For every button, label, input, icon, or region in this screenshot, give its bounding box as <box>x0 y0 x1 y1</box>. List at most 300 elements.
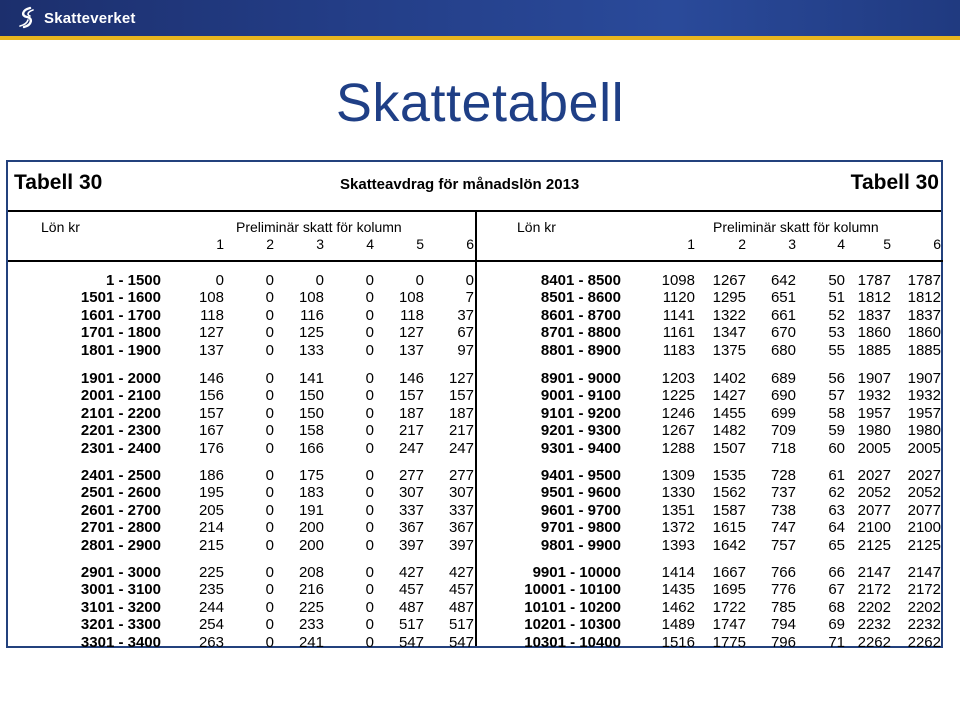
tax-cell: 233 <box>298 616 324 634</box>
tax-cell: 2262 <box>907 633 941 651</box>
tax-cell: 175 <box>298 467 324 484</box>
table-row <box>8 422 475 439</box>
tax-cell: 167 <box>198 422 224 440</box>
table-row <box>477 634 942 651</box>
tax-cell: 51 <box>828 289 845 307</box>
tax-cell: 1462 <box>661 598 695 616</box>
tax-cell: 1837 <box>857 306 891 324</box>
income-range: 2501 - 2600 <box>80 484 161 502</box>
tax-cell: 1267 <box>661 422 695 440</box>
tax-cell: 186 <box>198 467 224 484</box>
income-range: 3001 - 3100 <box>80 581 161 599</box>
tax-cell: 217 <box>448 422 474 440</box>
tax-cell: 1330 <box>661 484 695 502</box>
column-number: 2 <box>738 236 746 252</box>
income-range: 1901 - 2000 <box>80 370 161 387</box>
table-row <box>8 564 475 581</box>
table-row <box>8 387 475 404</box>
table-row <box>8 581 475 598</box>
tax-cell: 1351 <box>661 501 695 519</box>
tax-cell: 2005 <box>857 439 891 457</box>
tax-cell: 37 <box>457 306 474 324</box>
income-range: 3101 - 3200 <box>80 598 161 616</box>
tax-cell: 0 <box>265 341 274 359</box>
tax-cell: 0 <box>265 439 274 457</box>
table-half-left <box>8 212 475 651</box>
tax-cell: 200 <box>298 536 324 554</box>
table-header <box>8 162 941 210</box>
tax-cell: 63 <box>828 501 845 519</box>
table-row <box>8 599 475 616</box>
tax-cell: 1161 <box>662 324 695 342</box>
table-row <box>8 307 475 324</box>
income-column-header: Lön kr <box>517 219 556 235</box>
income-range: 2901 - 3000 <box>80 564 161 581</box>
tax-cell: 127 <box>198 324 224 342</box>
table-row <box>477 502 942 519</box>
table-row <box>477 289 942 306</box>
tax-cell: 118 <box>400 306 424 324</box>
tax-cell: 1427 <box>712 387 746 405</box>
tax-cell: 0 <box>365 467 374 484</box>
tax-cell: 0 <box>215 272 224 289</box>
income-range: 10201 - 10300 <box>524 616 621 634</box>
tax-cell: 0 <box>465 272 474 289</box>
tax-cell: 137 <box>398 341 424 359</box>
column-number: 5 <box>883 236 891 252</box>
tax-cell: 738 <box>770 501 796 519</box>
tax-cell: 208 <box>298 564 324 581</box>
tax-cell: 1309 <box>661 467 695 484</box>
table-row <box>8 324 475 341</box>
tax-cell: 0 <box>265 616 274 634</box>
table-row <box>8 342 475 359</box>
tax-cell: 785 <box>770 598 796 616</box>
tax-cell: 241 <box>298 633 324 651</box>
tax-cell: 0 <box>365 272 374 289</box>
income-range: 8601 - 8700 <box>540 306 621 324</box>
tax-cell: 397 <box>448 536 474 554</box>
tax-cell: 183 <box>298 484 324 502</box>
income-range: 9101 - 9200 <box>540 404 621 422</box>
row-group <box>8 564 475 651</box>
tax-cell: 1375 <box>712 341 746 359</box>
tax-cell: 2052 <box>907 484 941 502</box>
tax-cell: 166 <box>298 439 324 457</box>
brand-logo[interactable] <box>16 5 136 31</box>
income-range: 10001 - 10100 <box>524 581 621 599</box>
tax-cell: 1722 <box>712 598 746 616</box>
table-row <box>8 289 475 306</box>
table-row <box>477 616 942 633</box>
tax-cell: 457 <box>398 581 424 599</box>
tax-cell: 116 <box>300 306 324 324</box>
tax-cell: 690 <box>770 387 796 405</box>
table-row <box>477 440 942 457</box>
tax-cell: 0 <box>265 422 274 440</box>
tax-cell: 1885 <box>907 341 941 359</box>
tax-cell: 65 <box>828 536 845 554</box>
tax-cell: 747 <box>770 519 796 537</box>
tax-cell: 217 <box>398 422 424 440</box>
tax-cell: 1267 <box>712 272 746 289</box>
tax-cell: 689 <box>770 370 796 387</box>
tax-cell: 709 <box>770 422 796 440</box>
tax-cell: 150 <box>298 404 324 422</box>
tax-cell: 307 <box>398 484 424 502</box>
tax-cell: 7 <box>465 289 474 307</box>
tax-cell: 50 <box>828 272 845 289</box>
column-number: 6 <box>466 236 474 252</box>
tax-cell: 547 <box>398 633 424 651</box>
table-row <box>477 599 942 616</box>
tax-cell: 0 <box>265 289 274 307</box>
tax-cell: 0 <box>365 422 374 440</box>
table-caption: Skatteavdrag för månadslön 2013 <box>340 176 580 193</box>
income-range: 8801 - 8900 <box>540 341 621 359</box>
table-row <box>477 519 942 536</box>
tax-cell: 547 <box>448 633 474 651</box>
tax-cell: 263 <box>198 633 224 651</box>
income-range: 9801 - 9900 <box>540 536 621 554</box>
tax-cell: 214 <box>198 519 224 537</box>
tax-cell: 2077 <box>907 501 941 519</box>
tax-cell: 0 <box>265 370 274 387</box>
row-group <box>8 370 475 457</box>
table-row <box>8 519 475 536</box>
tax-cell: 254 <box>198 616 224 634</box>
tax-cell: 0 <box>265 387 274 405</box>
tax-cell: 2125 <box>907 536 941 554</box>
tax-cell: 244 <box>198 598 224 616</box>
tax-column-group-header: Preliminär skatt för kolumn <box>236 219 402 235</box>
tax-cell: 1907 <box>907 370 941 387</box>
tax-cell: 1203 <box>661 370 695 387</box>
tax-cell: 205 <box>198 501 224 519</box>
tax-cell: 71 <box>828 633 845 651</box>
tax-cell: 0 <box>265 536 274 554</box>
table-row <box>477 484 942 501</box>
tax-cell: 0 <box>365 439 374 457</box>
tax-cell: 247 <box>398 439 424 457</box>
tax-cell: 0 <box>365 616 374 634</box>
tax-cell: 0 <box>365 289 374 307</box>
tax-cell: 1775 <box>712 633 746 651</box>
tax-cell: 1957 <box>907 404 941 422</box>
tax-cell: 0 <box>365 501 374 519</box>
tax-cell: 457 <box>448 581 474 599</box>
tax-cell: 728 <box>770 467 796 484</box>
tax-cell: 1587 <box>712 501 746 519</box>
tax-cell: 2172 <box>857 581 891 599</box>
table-row <box>477 324 942 341</box>
tax-table <box>6 160 943 651</box>
table-row <box>477 387 942 404</box>
tax-cell: 487 <box>398 598 424 616</box>
slide-title: Skattetabell <box>335 73 625 133</box>
tax-cell: 1507 <box>712 439 746 457</box>
tax-cell: 766 <box>770 564 796 581</box>
tax-cell: 670 <box>770 324 796 342</box>
tax-cell: 0 <box>365 387 374 405</box>
income-range: 1 - 1500 <box>105 272 161 289</box>
tax-cell: 2027 <box>857 467 891 484</box>
tax-cell: 59 <box>828 422 845 440</box>
tax-cell: 176 <box>198 439 224 457</box>
tax-cell: 1932 <box>857 387 891 405</box>
table-row <box>477 467 942 484</box>
tax-cell: 1812 <box>857 289 891 307</box>
tax-cell: 1489 <box>661 616 695 634</box>
tax-cell: 137 <box>198 341 224 359</box>
tax-cell: 1787 <box>907 272 941 289</box>
table-row <box>8 370 475 387</box>
table-label-left: Tabell 30 <box>14 171 103 194</box>
tax-cell: 216 <box>298 581 324 599</box>
tax-cell: 158 <box>298 422 324 440</box>
tax-cell: 0 <box>265 598 274 616</box>
tax-cell: 157 <box>448 387 474 405</box>
tax-cell: 215 <box>198 536 224 554</box>
tax-cell: 146 <box>198 370 224 387</box>
tax-cell: 2125 <box>857 536 891 554</box>
tax-cell: 651 <box>770 289 796 307</box>
tax-cell: 307 <box>448 484 474 502</box>
tax-cell: 367 <box>448 519 474 537</box>
tax-cell: 235 <box>198 581 224 599</box>
tax-cell: 1980 <box>857 422 891 440</box>
tax-cell: 0 <box>265 501 274 519</box>
tax-cell: 1695 <box>712 581 746 599</box>
brand-name: Skatteverket <box>44 9 136 27</box>
income-range: 8901 - 9000 <box>540 370 621 387</box>
table-half-right <box>475 212 942 651</box>
tax-cell: 97 <box>457 341 474 359</box>
tax-cell: 0 <box>265 484 274 502</box>
tax-cell: 0 <box>365 598 374 616</box>
tax-cell: 1435 <box>661 581 695 599</box>
brand-bar <box>0 0 960 36</box>
tax-cell: 1414 <box>661 564 695 581</box>
income-range: 2301 - 2400 <box>80 439 161 457</box>
income-range: 9401 - 9500 <box>540 467 621 484</box>
tax-cell: 195 <box>198 484 224 502</box>
tax-cell: 337 <box>398 501 424 519</box>
tax-cell: 1860 <box>907 324 941 342</box>
tax-cell: 2100 <box>907 519 941 537</box>
income-range: 2701 - 2800 <box>80 519 161 537</box>
table-row <box>477 405 942 422</box>
row-group <box>477 467 942 554</box>
income-range: 2201 - 2300 <box>80 422 161 440</box>
column-number: 3 <box>316 236 324 252</box>
tax-cell: 757 <box>770 536 796 554</box>
income-range: 9901 - 10000 <box>532 564 621 581</box>
tax-cell: 127 <box>398 324 424 342</box>
tax-cell: 150 <box>298 387 324 405</box>
tax-cell: 0 <box>365 581 374 599</box>
table-label-right: Tabell 30 <box>850 171 939 194</box>
tax-cell: 718 <box>770 439 796 457</box>
tax-cell: 0 <box>365 519 374 537</box>
tax-cell: 61 <box>828 467 845 484</box>
divider <box>475 260 943 262</box>
tax-cell: 1615 <box>712 519 746 537</box>
tax-cell: 0 <box>365 370 374 387</box>
tax-cell: 796 <box>770 633 796 651</box>
tax-cell: 225 <box>298 598 324 616</box>
tax-cell: 2262 <box>857 633 891 651</box>
table-row <box>8 467 475 484</box>
table-row <box>477 564 942 581</box>
tax-cell: 699 <box>770 404 796 422</box>
tax-cell: 680 <box>770 341 796 359</box>
income-range: 10101 - 10200 <box>524 598 621 616</box>
tax-cell: 1141 <box>662 306 695 324</box>
tax-cell: 0 <box>365 484 374 502</box>
tax-cell: 191 <box>298 501 324 519</box>
tax-cell: 277 <box>398 467 424 484</box>
tax-cell: 1787 <box>857 272 891 289</box>
tax-cell: 1393 <box>661 536 695 554</box>
tax-cell: 68 <box>828 598 845 616</box>
income-range: 10301 - 10400 <box>524 633 621 651</box>
tax-cell: 1246 <box>661 404 695 422</box>
tax-cell: 141 <box>298 370 324 387</box>
tax-cell: 1372 <box>661 519 695 537</box>
tax-cell: 427 <box>448 564 474 581</box>
tax-cell: 1907 <box>857 370 891 387</box>
tax-cell: 2232 <box>857 616 891 634</box>
table-row <box>8 484 475 501</box>
tax-cell: 0 <box>415 272 424 289</box>
tax-cell: 1482 <box>712 422 746 440</box>
tax-cell: 0 <box>365 564 374 581</box>
tax-cell: 0 <box>315 272 324 289</box>
tax-cell: 58 <box>828 404 845 422</box>
tax-cell: 0 <box>265 519 274 537</box>
tax-cell: 367 <box>398 519 424 537</box>
column-number: 5 <box>416 236 424 252</box>
tax-cell: 1120 <box>662 289 695 307</box>
table-row <box>477 422 942 439</box>
tax-cell: 2172 <box>907 581 941 599</box>
tax-cell: 108 <box>298 289 324 307</box>
row-group <box>477 272 942 359</box>
tax-cell: 1347 <box>712 324 746 342</box>
table-row <box>8 405 475 422</box>
tax-cell: 57 <box>828 387 845 405</box>
tax-cell: 794 <box>770 616 796 634</box>
tax-cell: 118 <box>200 306 224 324</box>
tax-cell: 0 <box>265 633 274 651</box>
tax-cell: 1402 <box>712 370 746 387</box>
tax-cell: 0 <box>265 272 274 289</box>
income-range: 3301 - 3400 <box>80 633 161 651</box>
tax-cell: 125 <box>298 324 324 342</box>
tax-cell: 397 <box>398 536 424 554</box>
tax-cell: 2147 <box>907 564 941 581</box>
income-range: 9301 - 9400 <box>540 439 621 457</box>
income-range: 2101 - 2200 <box>80 404 161 422</box>
tax-cell: 2202 <box>857 598 891 616</box>
income-range: 9701 - 9800 <box>540 519 621 537</box>
tax-cell: 2202 <box>907 598 941 616</box>
tax-cell: 52 <box>828 306 845 324</box>
tax-cell: 64 <box>828 519 845 537</box>
tax-cell: 157 <box>198 404 224 422</box>
income-range: 2401 - 2500 <box>80 467 161 484</box>
income-range: 1601 - 1700 <box>80 306 161 324</box>
tax-cell: 2147 <box>857 564 891 581</box>
table-row <box>8 616 475 633</box>
tax-cell: 1322 <box>712 306 746 324</box>
tax-cell: 108 <box>398 289 424 307</box>
tax-cell: 53 <box>828 324 845 342</box>
tax-cell: 200 <box>298 519 324 537</box>
tax-column-group-header: Preliminär skatt för kolumn <box>713 219 879 235</box>
tax-cell: 0 <box>365 324 374 342</box>
income-range: 2601 - 2700 <box>80 501 161 519</box>
column-number: 4 <box>837 236 845 252</box>
tax-cell: 1288 <box>661 439 695 457</box>
tax-cell: 2005 <box>907 439 941 457</box>
tax-cell: 60 <box>828 439 845 457</box>
row-group <box>477 564 942 651</box>
table-row <box>8 440 475 457</box>
income-range: 8501 - 8600 <box>540 289 621 307</box>
tax-cell: 1837 <box>907 306 941 324</box>
income-range: 8401 - 8500 <box>540 272 621 289</box>
tax-cell: 1183 <box>662 341 695 359</box>
table-row <box>8 502 475 519</box>
income-range: 8701 - 8800 <box>540 324 621 342</box>
income-range: 2801 - 2900 <box>80 536 161 554</box>
tax-cell: 2100 <box>857 519 891 537</box>
tax-cell: 517 <box>448 616 474 634</box>
tax-cell: 67 <box>828 581 845 599</box>
income-range: 1801 - 1900 <box>80 341 161 359</box>
income-range: 9501 - 9600 <box>540 484 621 502</box>
table-row <box>477 537 942 554</box>
tax-cell: 1667 <box>712 564 746 581</box>
income-range: 3201 - 3300 <box>80 616 161 634</box>
tax-cell: 737 <box>770 484 796 502</box>
tax-cell: 277 <box>448 467 474 484</box>
column-number: 3 <box>788 236 796 252</box>
tax-cell: 0 <box>365 633 374 651</box>
income-range: 1501 - 1600 <box>80 289 161 307</box>
tax-cell: 1562 <box>712 484 746 502</box>
tax-cell: 146 <box>398 370 424 387</box>
tax-cell: 108 <box>198 289 224 307</box>
tax-cell: 642 <box>770 272 796 289</box>
tax-cell: 776 <box>770 581 796 599</box>
table-row <box>477 272 942 289</box>
table-row <box>477 307 942 324</box>
tax-cell: 0 <box>265 564 274 581</box>
row-group <box>8 272 475 359</box>
tax-cell: 517 <box>398 616 424 634</box>
tax-cell: 157 <box>398 387 424 405</box>
table-row <box>8 634 475 651</box>
column-number: 6 <box>933 236 941 252</box>
tax-cell: 0 <box>265 324 274 342</box>
accent-strip <box>0 36 960 40</box>
tax-cell: 1957 <box>857 404 891 422</box>
tax-cell: 225 <box>198 564 224 581</box>
row-group <box>8 467 475 554</box>
